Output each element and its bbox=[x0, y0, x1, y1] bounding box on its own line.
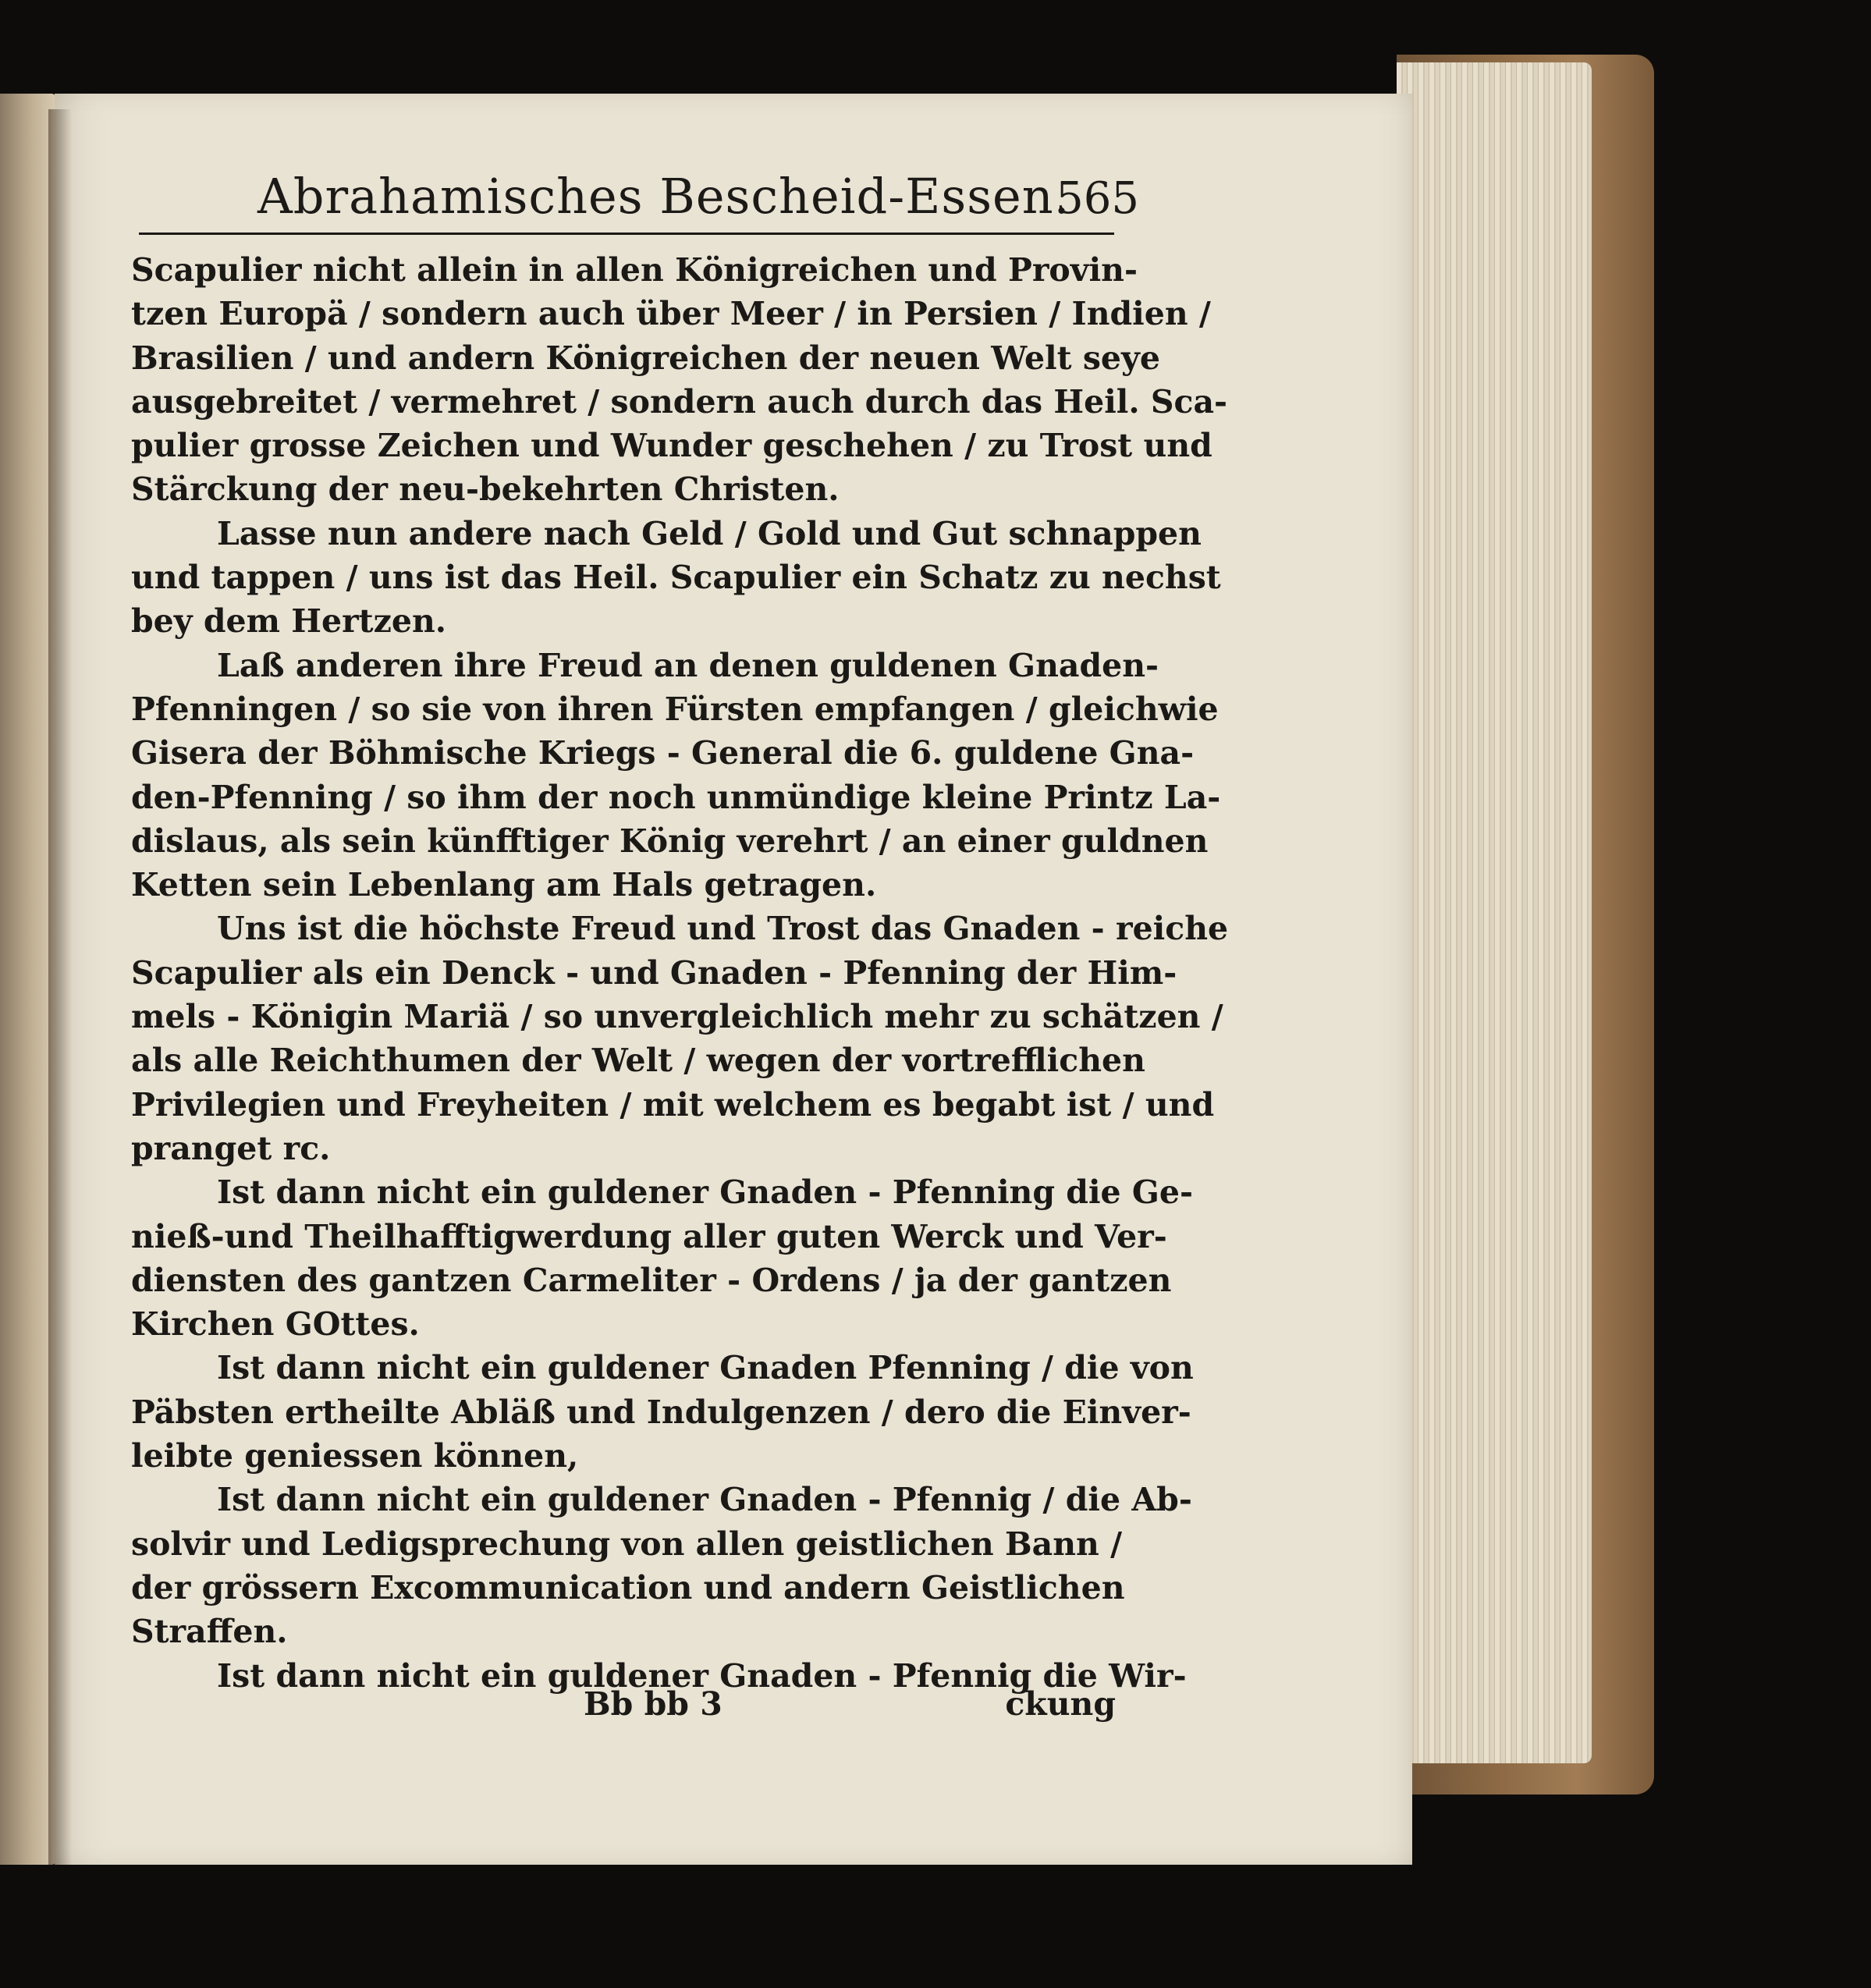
text-line: Brasilien / und andern Königreichen der neuen Welt seye bbox=[131, 339, 1160, 377]
text-line: Laß anderen ihre Freud an denen guldenen Gnaden- bbox=[217, 646, 1159, 684]
text-line: Stärckung der neu-bekehrten Christen. bbox=[131, 470, 840, 509]
text-line: Privilegien und Freyheiten / mit welchem es begabt ist / und bbox=[131, 1085, 1215, 1124]
text-line: mels - Königin Mariä / so unvergleichlich mehr zu schätzen / bbox=[131, 998, 1223, 1036]
text-line: Gisera der Böhmische Kriegs - General die 6. guldene Gna- bbox=[131, 734, 1195, 772]
text-line: pulier grosse Zeichen und Wunder geschehen / zu Trost und bbox=[131, 427, 1212, 465]
text-line: Pfenningen / so sie von ihren Fürsten empfangen / gleichwie bbox=[131, 690, 1219, 728]
header-rule bbox=[139, 233, 1114, 235]
text-line: Uns ist die höchste Freud und Trost das Gnaden - reiche bbox=[217, 910, 1229, 948]
text-line: tzen Europä / sondern auch über Meer / in Persien / Indien / bbox=[131, 295, 1211, 333]
text-line: Lasse nun andere nach Geld / Gold und Gut schnappen bbox=[217, 514, 1202, 552]
page-block-edges bbox=[1397, 62, 1592, 1763]
page-gutter-shadow bbox=[48, 109, 72, 1865]
text-line: Ketten sein Lebenlang am Hals getragen. bbox=[131, 866, 877, 904]
text-line: Ist dann nicht ein guldener Gnaden - Pfennig / die Ab- bbox=[217, 1481, 1192, 1519]
text-line: Ist dann nicht ein guldener Gnaden - Pfenning die Ge- bbox=[217, 1173, 1194, 1212]
text-line: Scapulier nicht allein in allen Königreichen und Provin- bbox=[131, 251, 1138, 289]
text-line: Straffen. bbox=[131, 1613, 288, 1651]
text-line: solvir und Ledigsprechung von allen geistlichen Bann / bbox=[131, 1525, 1123, 1563]
text-line: diensten des gantzen Carmeliter - Ordens / ja der gantzen bbox=[131, 1261, 1172, 1299]
text-line: den-Pfenning / so ihm der noch unmündige kleine Printz La- bbox=[131, 778, 1221, 816]
running-head: Abrahamisches Bescheid-Essen. bbox=[257, 168, 1070, 225]
text-line: und tappen / uns ist das Heil. Scapulier ein Schatz zu nechst bbox=[131, 559, 1221, 597]
text-line: Scapulier als ein Denck - und Gnaden - Pfenning der Him- bbox=[131, 953, 1177, 992]
text-line: leibte geniessen können, bbox=[131, 1437, 579, 1475]
page-number: 565 bbox=[1056, 173, 1139, 224]
catchword: ckung bbox=[1005, 1685, 1116, 1723]
text-line: pranget rc. bbox=[131, 1129, 331, 1167]
text-line: bey dem Hertzen. bbox=[131, 602, 447, 641]
text-line: Päbsten ertheilte Abläß und Indulgenzen / dero die Einver- bbox=[131, 1393, 1191, 1431]
text-line: Ist dann nicht ein guldener Gnaden Pfenning / die von bbox=[217, 1349, 1194, 1387]
text-line: als alle Reichthumen der Welt / wegen der vortrefflichen bbox=[131, 1042, 1145, 1080]
text-line: ausgebreitet / vermehret / sondern auch durch das Heil. Sca- bbox=[131, 382, 1228, 421]
text-line: Ist dann nicht ein guldener Gnaden - Pfennig die Wir- bbox=[217, 1656, 1187, 1695]
body-text bbox=[131, 248, 1229, 1698]
footer-line bbox=[131, 1685, 1116, 1732]
text-line: der grössern Excommunication und andern Geistlichen bbox=[131, 1568, 1125, 1606]
signature-mark: Bb bb 3 bbox=[584, 1685, 722, 1723]
text-line: dislaus, als sein künfftiger König verehrt / an einer guldnen bbox=[131, 822, 1209, 860]
text-line: nieß-und Theilhafftigwerdung aller guten Werck und Ver- bbox=[131, 1217, 1167, 1255]
text-line: Kirchen GOttes. bbox=[131, 1305, 420, 1344]
scan-border bbox=[0, 0, 1871, 6]
